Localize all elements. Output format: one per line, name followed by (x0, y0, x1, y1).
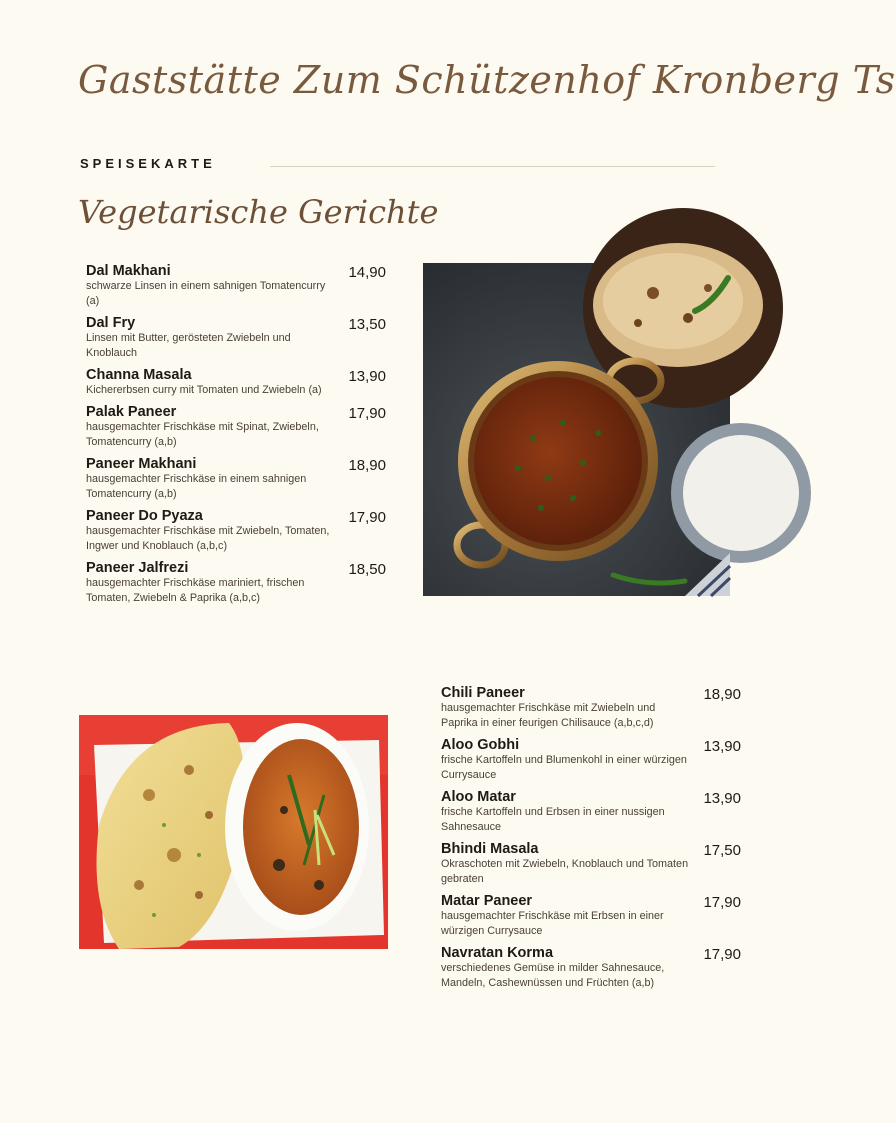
menu-item (86, 263, 388, 309)
menu-item (441, 945, 743, 991)
dish-description: verschiedenes Gemüse in milder Sahnesauce, Mandeln, Cashewnüssen und Früchten (a,b) (441, 962, 665, 989)
dish-price: 13,90 (348, 368, 386, 385)
dish-name: Dal Makhani (86, 263, 171, 279)
menu-item (441, 841, 743, 887)
dish-description: Kichererbsen curry mit Tomaten und Zwiebeln (a) (86, 384, 322, 396)
dish-name: Paneer Do Pyaza (86, 508, 203, 524)
dish-name: Matar Paneer (441, 893, 533, 909)
menu-heading: SPEISEKARTE (80, 156, 216, 171)
restaurant-title: Gaststätte Zum Schützenhof Kronberg Ts (78, 58, 896, 102)
dish-name: Dal Fry (86, 315, 136, 331)
menu-item (86, 456, 388, 502)
dish-description: frische Kartoffeln und Erbsen in einer nussigen Sahnesauce (441, 806, 665, 833)
dish-price: 18,90 (348, 457, 386, 474)
dish-description: schwarze Linsen in einem sahnigen Tomatencurry (a) (86, 280, 326, 307)
dish-name: Aloo Gobhi (441, 737, 520, 753)
dish-name: Palak Paneer (86, 404, 177, 420)
dal-makhani-photo (423, 263, 730, 596)
dish-price: 17,90 (703, 894, 741, 911)
naan-curry-photo (79, 715, 388, 949)
dish-description: Okraschoten mit Zwiebeln, Knoblauch und Tomaten gebraten (441, 858, 689, 885)
dish-price: 18,50 (348, 561, 386, 578)
dish-name: Chili Paneer (441, 685, 525, 701)
dish-price: 17,90 (348, 509, 386, 526)
menu-item (86, 367, 388, 398)
dish-name: Channa Masala (86, 367, 192, 383)
dish-price: 13,50 (348, 316, 386, 333)
divider-line (270, 166, 715, 167)
menu-item (86, 560, 388, 606)
menu-item (441, 789, 743, 835)
dish-description: Linsen mit Butter, gerösteten Zwiebeln und Knoblauch (86, 332, 291, 359)
dish-name: Navratan Korma (441, 945, 554, 961)
dish-price: 13,90 (703, 790, 741, 807)
dish-price: 17,90 (348, 405, 386, 422)
menu-item (86, 508, 388, 554)
dish-name: Paneer Jalfrezi (86, 560, 189, 576)
dish-name: Aloo Matar (441, 789, 516, 805)
menu-list-left (86, 263, 388, 612)
dish-description: hausgemachter Frischkäse mit Erbsen in einer würzigen Currysauce (441, 910, 664, 937)
dish-price: 13,90 (703, 738, 741, 755)
dish-description: hausgemachter Frischkäse mit Zwiebeln, Tomaten, Ingwer und Knoblauch (a,b,c) (86, 525, 330, 552)
dish-description: hausgemachter Frischkäse mariniert, frischen Tomaten, Zwiebeln & Paprika (a,b,c) (86, 577, 305, 604)
dish-description: hausgemachter Frischkäse mit Spinat, Zwiebeln, Tomatencurry (a,b) (86, 421, 319, 448)
menu-list-right (441, 685, 743, 997)
dish-price: 14,90 (348, 264, 386, 281)
menu-item (441, 893, 743, 939)
dish-description: frische Kartoffeln und Blumenkohl in einer würzigen Currysauce (441, 754, 687, 781)
section-title: Vegetarische Gerichte (78, 193, 439, 231)
menu-item (441, 737, 743, 783)
dish-description: hausgemachter Frischkäse in einem sahnigen Tomatencurry (a,b) (86, 473, 307, 500)
dish-description: hausgemachter Frischkäse mit Zwiebeln und Paprika in einer feurigen Chilisauce (a,b,c,d) (441, 702, 656, 729)
dish-price: 17,50 (703, 842, 741, 859)
menu-item (86, 315, 388, 361)
menu-item (441, 685, 743, 731)
menu-item (86, 404, 388, 450)
dish-price: 17,90 (703, 946, 741, 963)
dish-name: Paneer Makhani (86, 456, 197, 472)
dish-price: 18,90 (703, 686, 741, 703)
dish-name: Bhindi Masala (441, 841, 539, 857)
